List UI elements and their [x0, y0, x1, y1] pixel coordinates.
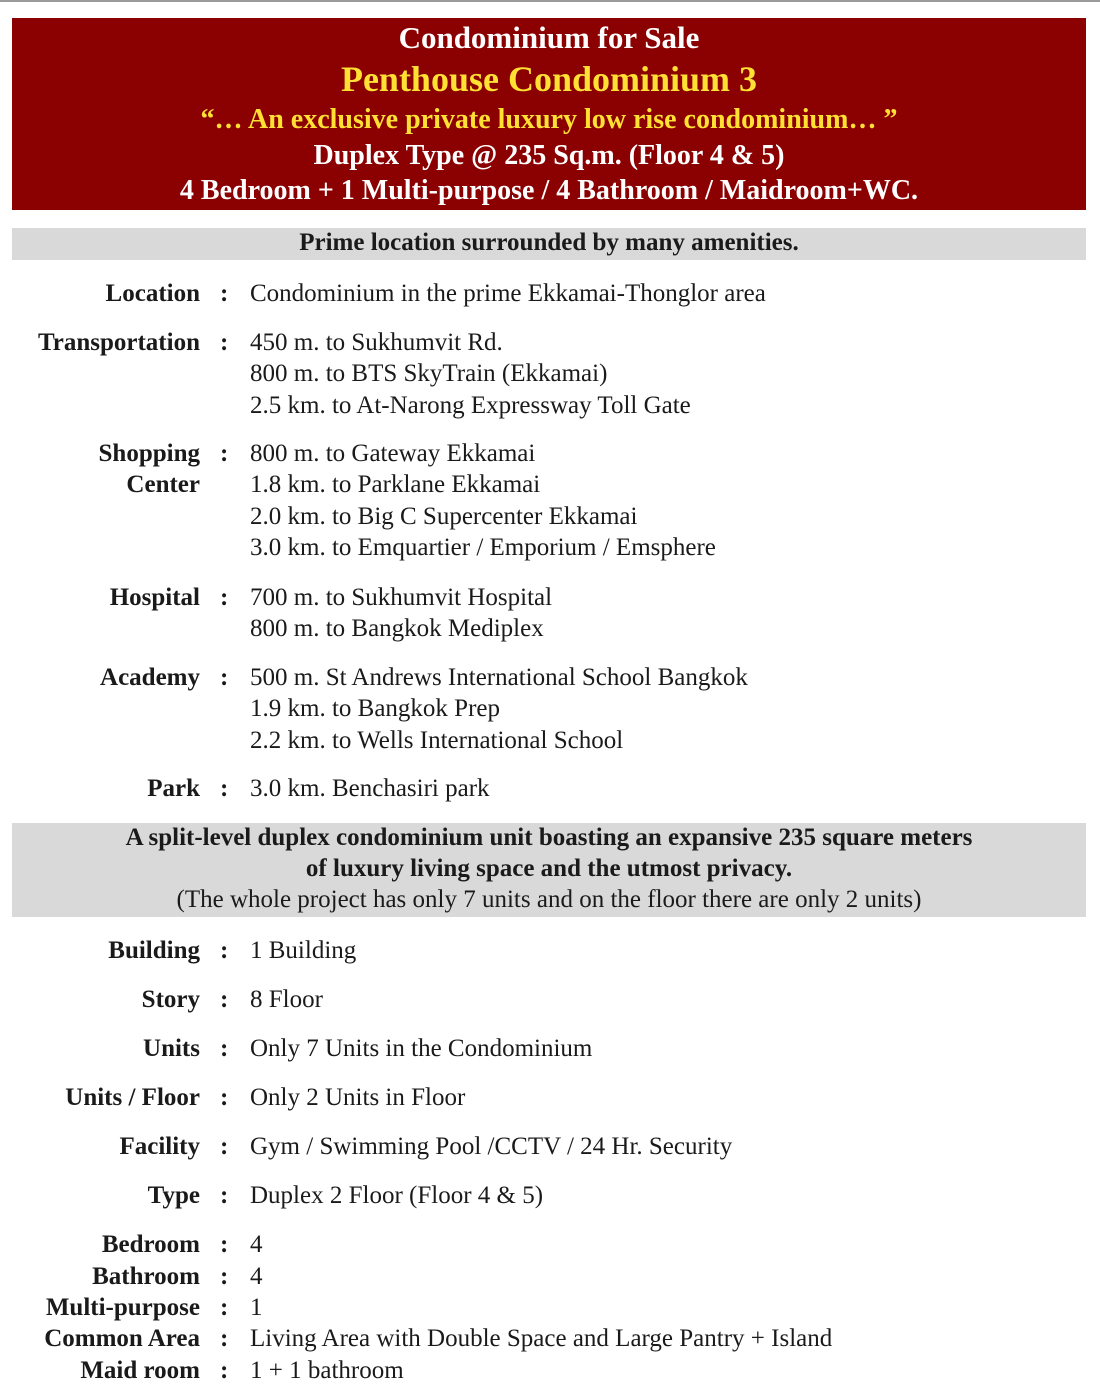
detail-value-line: 8 Floor [250, 986, 323, 1013]
detail-value-line: 800 m. to BTS SkyTrain (Ekkamai) [250, 360, 608, 388]
label-separator: : [220, 1035, 229, 1062]
detail-value-line: Only 2 Units in Floor [250, 1084, 466, 1111]
detail-value-line: 4 [250, 1263, 263, 1290]
detail-values [250, 662, 748, 756]
detail-label [119, 1131, 200, 1162]
label-separator: : [220, 1325, 229, 1352]
detail-label-line: Hospital [109, 584, 200, 611]
detail-values [250, 773, 490, 804]
top-border [0, 0, 1100, 2]
detail-value-line: Duplex 2 Floor (Floor 4 & 5) [250, 1182, 544, 1209]
detail-value-line: Living Area with Double Space and Large Pantry + Island [250, 1325, 833, 1352]
label-separator: : [220, 1133, 229, 1160]
label-separator: : [220, 1084, 229, 1111]
detail-value-line: Gym / Swimming Pool /CCTV / 24 Hr. Security [250, 1133, 733, 1160]
property-name: Penthouse Condominium 3 [340, 59, 758, 99]
label-separator: : [220, 584, 229, 611]
detail-label [110, 582, 200, 613]
detail-label [106, 278, 200, 309]
detail-values [250, 1292, 263, 1323]
detail-label-line: Story [141, 986, 200, 1013]
detail-label-line: Location [105, 280, 200, 307]
detail-label [38, 327, 200, 358]
detail-label [143, 1033, 200, 1064]
label-separator: : [220, 1231, 229, 1258]
detail-value-line: 2.5 km. to At-Narong Expressway Toll Gate [250, 391, 691, 419]
detail-label-line: Type [147, 1182, 200, 1209]
title-banner [12, 18, 1086, 210]
detail-values [250, 1355, 404, 1386]
label-separator: : [220, 280, 229, 307]
detail-label-line: Units / Floor [65, 1084, 200, 1111]
detail-value-line: 700 m. to Sukhumvit Hospital [250, 584, 553, 611]
detail-value-line: 1.9 km. to Bangkok Prep [250, 695, 500, 723]
detail-values [250, 327, 691, 421]
detail-value-line: 2.2 km. to Wells International School [250, 726, 624, 754]
detail-label [46, 1292, 200, 1323]
detail-values [250, 438, 716, 563]
detail-label [148, 1180, 200, 1211]
listing-type: Condominium for Sale [398, 20, 700, 55]
detail-values [250, 1131, 732, 1162]
detail-label [142, 984, 200, 1015]
detail-label [108, 935, 200, 966]
detail-label-line: Facility [119, 1133, 200, 1160]
detail-value-line: 1 Building [250, 937, 357, 964]
detail-values [250, 1261, 263, 1292]
detail-label [147, 773, 200, 804]
detail-label-line: Maid room [80, 1357, 200, 1384]
unit-heading-line2: of luxury living space and the utmost privacy. [305, 855, 793, 882]
detail-label-line: Building [108, 937, 200, 964]
detail-label [99, 438, 200, 501]
detail-label [100, 662, 200, 693]
label-separator: : [220, 937, 229, 964]
detail-values [250, 935, 356, 966]
detail-value-line: 3.0 km. to Emquartier / Emporium / Emsphere [250, 533, 716, 561]
detail-values [250, 1323, 832, 1354]
unit-heading-line1: A split-level duplex condominium unit boasting an expansive 235 square meters [125, 824, 973, 851]
location-heading-band [12, 228, 1086, 260]
detail-label-line: Transportation [37, 329, 200, 356]
detail-values [250, 1033, 592, 1064]
label-separator: : [220, 329, 229, 356]
label-separator: : [220, 986, 229, 1013]
detail-values [250, 1229, 263, 1260]
detail-value-line: 1.8 km. to Parklane Ekkamai [250, 471, 541, 499]
detail-value-line: 450 m. to Sukhumvit Rd. [250, 329, 503, 356]
label-separator: : [220, 1357, 229, 1384]
detail-value-line: 1 [250, 1294, 263, 1321]
detail-value-line: Only 7 Units in the Condominium [250, 1035, 593, 1062]
detail-value-line: 4 [250, 1231, 263, 1258]
label-separator: : [220, 1294, 229, 1321]
detail-label-line: Shopping [98, 440, 200, 467]
label-separator: : [220, 664, 229, 691]
unit-heading-note: (The whole project has only 7 units and on the floor there are only 2 units) [176, 886, 922, 913]
detail-values [250, 278, 766, 309]
detail-values [250, 984, 323, 1015]
detail-value-line: 1 + 1 bathroom [250, 1357, 404, 1384]
detail-value-line: 800 m. to Gateway Ekkamai [250, 440, 536, 467]
detail-label [65, 1082, 200, 1113]
detail-label-line: Bedroom [101, 1231, 200, 1258]
detail-label [44, 1323, 200, 1354]
label-separator: : [220, 440, 229, 467]
detail-values [250, 582, 552, 645]
detail-label-line: Center [126, 471, 200, 499]
detail-value-line: 3.0 km. Benchasiri park [250, 775, 490, 802]
detail-label-line: Bathroom [92, 1263, 200, 1290]
detail-label-line: Multi-purpose [45, 1294, 200, 1321]
room-summary: 4 Bedroom + 1 Multi-purpose / 4 Bathroom / Maidroom+WC. [179, 175, 919, 206]
location-heading: Prime location surrounded by many amenities. [299, 229, 799, 256]
label-separator: : [220, 1182, 229, 1209]
detail-label [92, 1261, 200, 1292]
detail-label [102, 1229, 200, 1260]
unit-type: Duplex Type @ 235 Sq.m. (Floor 4 & 5) [313, 140, 785, 171]
tagline: “… An exclusive private luxury low rise condominium… ” [200, 104, 898, 135]
detail-value-line: 2.0 km. to Big C Supercenter Ekkamai [250, 502, 638, 530]
label-separator: : [220, 1263, 229, 1290]
unit-heading-band [12, 823, 1086, 917]
detail-value-line: Condominium in the prime Ekkamai-Thonglor area [250, 280, 766, 307]
detail-value-line: 800 m. to Bangkok Mediplex [250, 615, 544, 643]
detail-label-line: Park [147, 775, 200, 802]
detail-values [250, 1180, 543, 1211]
detail-values [250, 1082, 465, 1113]
label-separator: : [220, 775, 229, 802]
detail-value-line: 500 m. St Andrews International School Bangkok [250, 664, 748, 691]
detail-label [80, 1355, 200, 1386]
detail-label-line: Academy [100, 664, 200, 691]
detail-label-line: Units [143, 1035, 200, 1062]
detail-label-line: Common Area [44, 1325, 200, 1352]
